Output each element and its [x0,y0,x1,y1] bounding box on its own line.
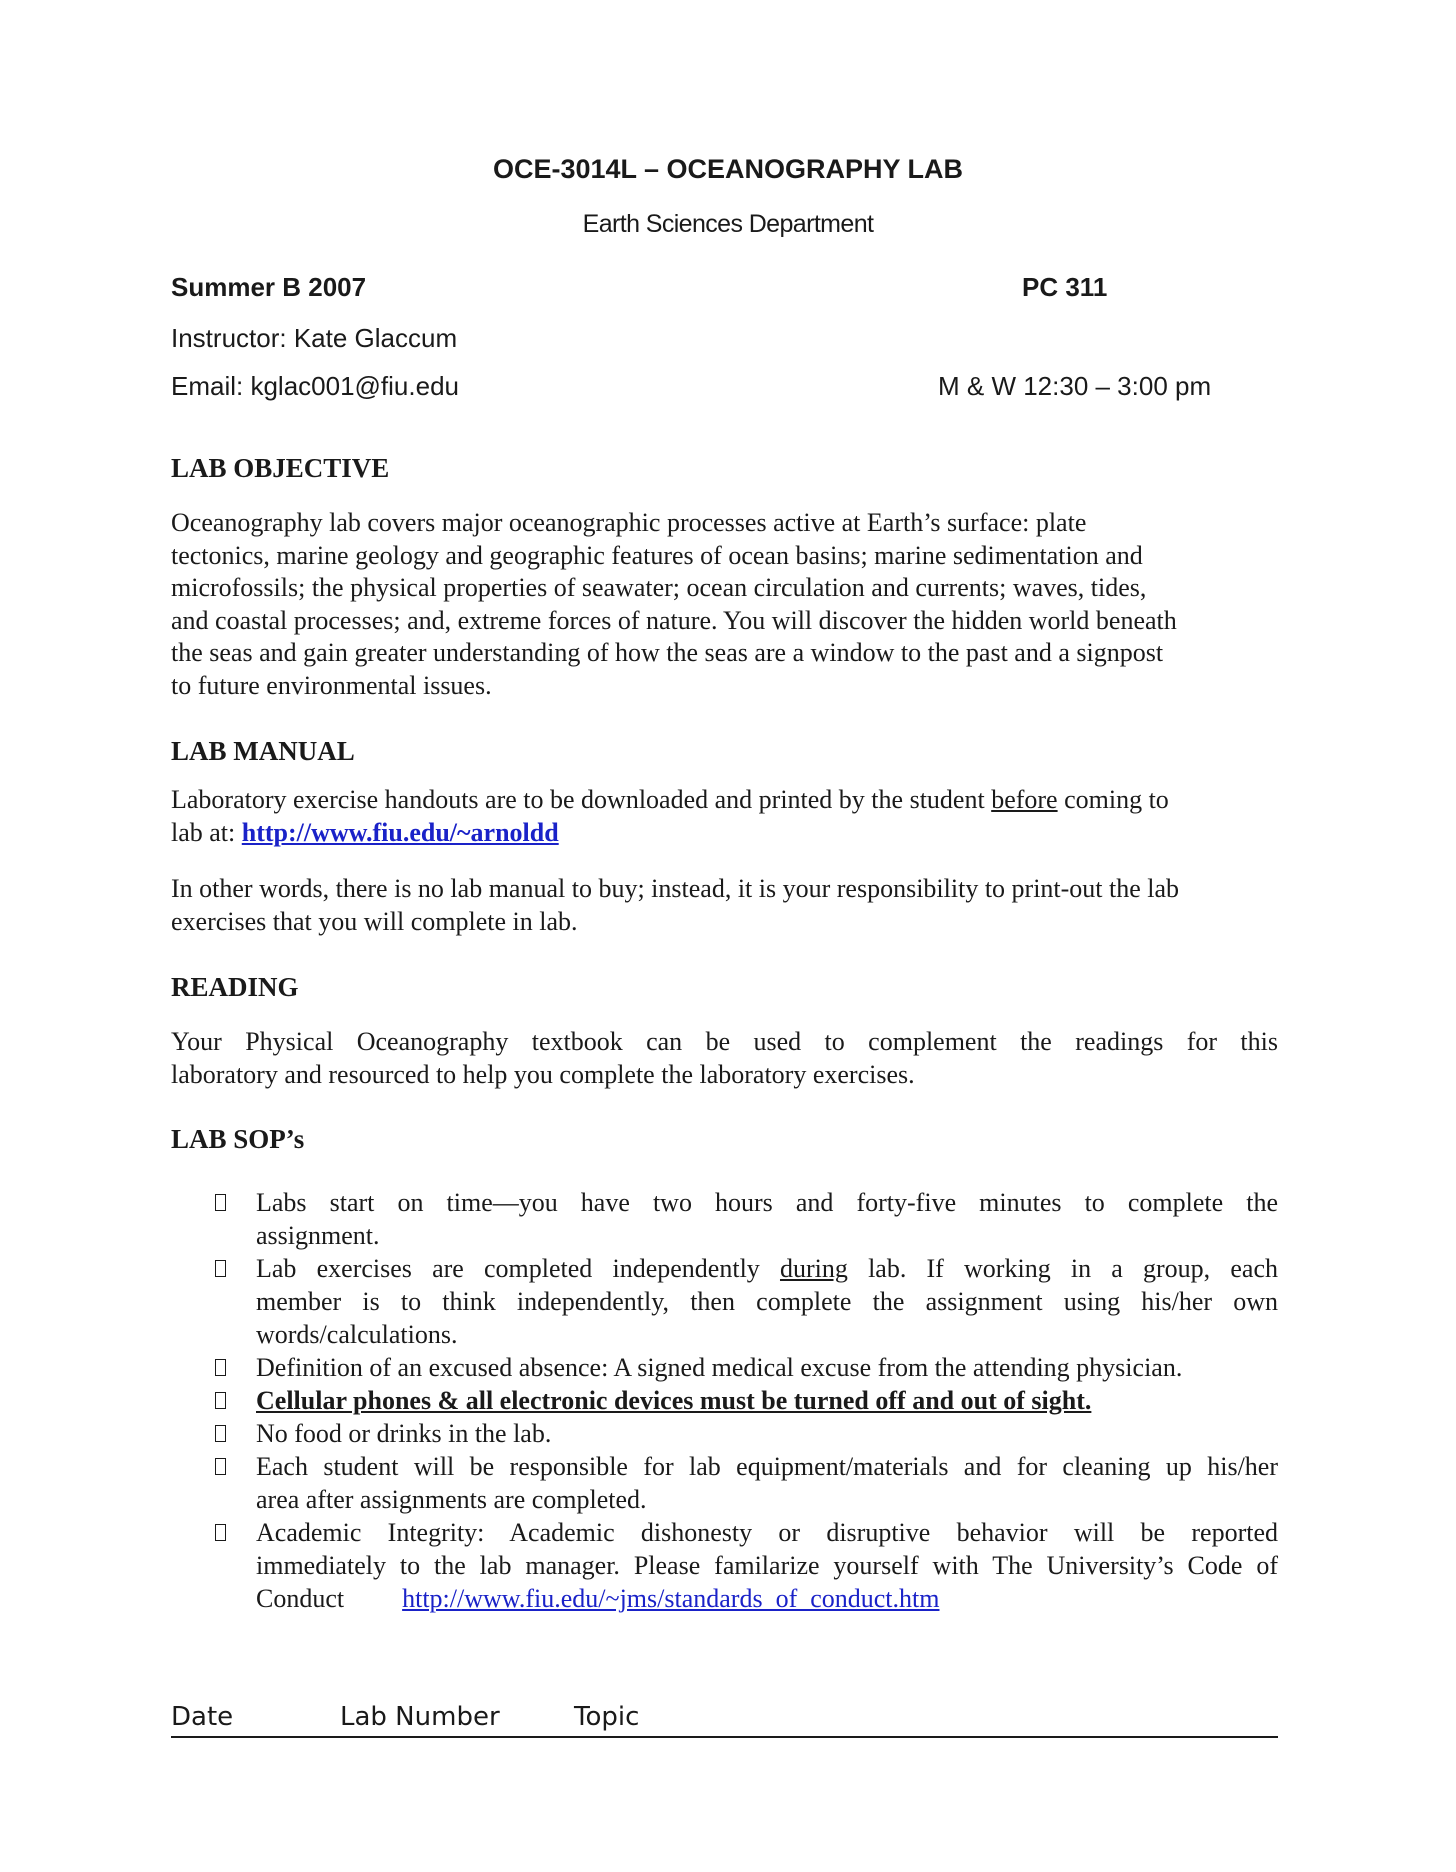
list-item [210,1351,1278,1384]
manual-note-line: In other words, there is no lab manual to buy; instead, it is your responsibility to print-out the lab [171,874,1180,903]
checkbox-bullet-icon [215,1359,226,1376]
sop-text: area after assignments are completed. [256,1485,647,1514]
objective-line: to future environmental issues. [171,670,492,700]
room: PC 311 [1022,272,1108,302]
sop-text: assignment. [256,1221,380,1250]
class-schedule: M & W 12:30 – 3:00 pm [938,371,1212,401]
lab-handouts-link[interactable]: http://www.fiu.edu/~arnoldd [241,817,559,847]
objective-line: tectonics, marine geology and geographic features of ocean basins; marine sedimentation and [171,540,1143,570]
schedule-table-header [171,1702,1278,1738]
checkbox-bullet-icon [215,1425,226,1442]
manual-text: coming to [1057,785,1169,814]
column-date: Date [171,1702,234,1732]
sop-text: Labs start on time—you have two hours and forty-five minutes to complete the [256,1188,1278,1217]
checkbox-bullet-icon [215,1260,226,1277]
manual-text: lab at: [171,817,242,847]
sop-text-part: lab. If working in a group, each [847,1254,1278,1283]
column-topic: Topic [574,1702,640,1732]
reading-paragraph [171,1026,1278,1091]
list-item [210,1450,1278,1516]
heading-lab-sops: LAB SOP’s [171,1124,305,1154]
sop-text: words/calculations. [256,1320,458,1349]
term: Summer B 2007 [171,272,367,302]
objective-line: and coastal processes; and, extreme forces of nature. You will discover the hidden world beneath [171,605,1177,635]
list-item [210,1252,1278,1351]
lab-manual-note [171,873,1278,938]
sop-text: Definition of an excused absence: A signed medical excuse from the attending physician. [256,1353,1183,1382]
objective-line: Oceanography lab covers major oceanographic processes active at Earth’s surface: plate [171,508,1087,537]
column-lab-number: Lab Number [340,1702,500,1732]
list-item [210,1516,1278,1615]
department-subtitle: Earth Sciences Department [582,210,874,238]
sop-text-emphasis: Cellular phones & all electronic devices must be turned off and out of sight. [256,1386,1092,1415]
sop-text: Each student will be responsible for lab equipment/materials and for cleaning up his/her [256,1452,1278,1481]
sop-text: No food or drinks in the lab. [256,1419,552,1448]
before-emphasis: before [991,785,1058,814]
checkbox-bullet-icon [215,1194,226,1211]
code-of-conduct-link[interactable]: http://www.fiu.edu/~jms/standards_of_conduct.htm [402,1584,940,1613]
manual-line [171,784,1278,817]
sop-text: Academic Integrity: Academic dishonesty or disruptive behavior will be reported [256,1518,1278,1547]
sop-text: member is to think independently, then complete the assignment using his/her own [256,1287,1278,1316]
list-item [210,1186,1278,1252]
instructor-email: Email: kglac001@fiu.edu [171,371,459,401]
manual-note-line: exercises that you will complete in lab. [171,906,578,936]
sop-text-part: Conduct [256,1584,345,1613]
sop-text-part: Lab exercises are completed independently [256,1254,780,1283]
lab-manual-paragraph [171,784,1278,849]
lab-objective-paragraph [171,507,1278,702]
list-item [210,1417,1278,1450]
heading-lab-objective: LAB OBJECTIVE [171,453,390,483]
objective-line: the seas and gain greater understanding of how the seas are a window to the past and a signpost [171,638,1164,667]
checkbox-bullet-icon [215,1524,226,1541]
sop-text [256,1582,1278,1615]
checkbox-bullet-icon [215,1392,226,1409]
reading-line: laboratory and resourced to help you complete the laboratory exercises. [171,1059,915,1089]
during-emphasis: during [779,1254,848,1283]
sop-text: immediately to the lab manager. Please familarize yourself with The University’s Code of [256,1551,1278,1580]
list-item [210,1384,1278,1417]
sop-text [256,1252,1278,1285]
heading-reading: READING [171,972,299,1002]
heading-lab-manual: LAB MANUAL [171,736,355,766]
page-title: OCE-3014L – OCEANOGRAPHY LAB [492,154,964,184]
checkbox-bullet-icon [215,1458,226,1475]
objective-line: microfossils; the physical properties of seawater; ocean circulation and currents; waves, tides, [171,573,1147,602]
manual-line [171,817,1278,850]
reading-line: Your Physical Oceanography textbook can be used to complement the readings for this [171,1027,1278,1056]
sop-list [210,1186,1278,1615]
instructor: Instructor: Kate Glaccum [171,323,458,353]
manual-text: Laboratory exercise handouts are to be downloaded and printed by the student [171,785,992,814]
